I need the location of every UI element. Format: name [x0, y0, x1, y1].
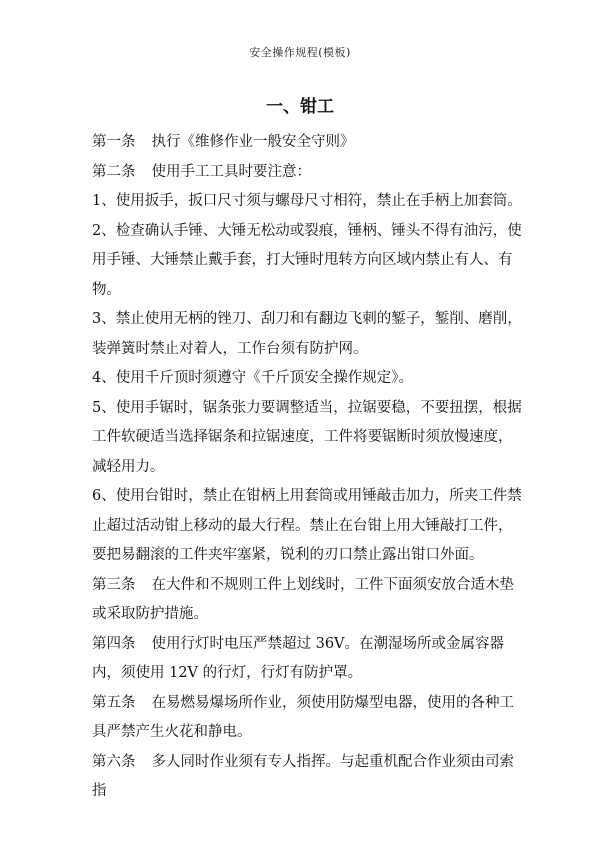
- page-header: 安全操作规程(模板): [249, 46, 351, 59]
- article-label: 第五条: [92, 694, 136, 711]
- article-label: 第六条: [92, 753, 136, 770]
- section-title: 一、钳工: [266, 97, 334, 117]
- article-5: [92, 689, 522, 748]
- article-label: 第一条: [92, 134, 136, 150]
- article-text: 在易燃易爆场所作业，须使用防爆型电器，使用的各种工具严禁产生火花和静电。: [92, 694, 514, 740]
- article-text: 使用手工工具时要注意：: [151, 163, 311, 180]
- article-6: [92, 748, 522, 807]
- list-item-3: 3、禁止使用无柄的锉刀、刮刀和有翻边飞刺的錾子，錾削、磨削，装弹簧时禁止对着人，工作台须有防护网。: [92, 311, 522, 357]
- article-label: 第四条: [92, 635, 136, 652]
- article-text: 在大件和不规则工件上划线时，工件下面须安放合适木垫或采取防护措施。: [92, 576, 514, 622]
- list-item-6: 6、使用台钳时，禁止在钳柄上用套筒或用锤敲击加力，所夹工件禁止超过活动钳上移动的最大行程。禁止在台钳上用大锤敲打工件，要把易翻滚的工件夹牢塞紧，锐利的刃口禁止露出钳口外面。: [92, 488, 522, 563]
- list-item-1: 1、使用扳手，扳口尺寸须与螺母尺寸相符，禁止在手柄上加套筒。: [92, 193, 522, 209]
- article-text: 执行《维修作业一般安全守则》: [151, 134, 355, 150]
- article-text: 使用行灯时电压严禁超过 36V。在潮湿场所或金属容器内，须使用 12V 的行灯，行灯有防护罩。: [92, 635, 505, 681]
- document-body: [92, 128, 522, 807]
- article-2: [92, 158, 522, 188]
- article-text: 多人同时作业须有专人指挥。与起重机配合作业须由司索指: [92, 753, 514, 799]
- article-3: [92, 571, 522, 630]
- list-item-5: 5、使用手锯时，锯条张力要调整适当，拉锯要稳，不要扭摆，根据工件软硬适当选择锯条和拉锯速度，工件将要锯断时须放慢速度，减轻用力。: [92, 399, 522, 475]
- article-1: [92, 128, 522, 158]
- article-label: 第三条: [92, 576, 136, 593]
- article-4: [92, 630, 522, 689]
- article-label: 第二条: [92, 163, 136, 180]
- list-item-4: 4、使用千斤顶时须遵守《千斤顶安全操作规定》。: [92, 370, 413, 386]
- list-item-2: 2、检查确认手锤、大锤无松动或裂痕，锤柄、锤头不得有油污，使用手锤、大锤禁止戴手套，打大锤时甩转方向区域内禁止有人、有物。: [92, 222, 522, 298]
